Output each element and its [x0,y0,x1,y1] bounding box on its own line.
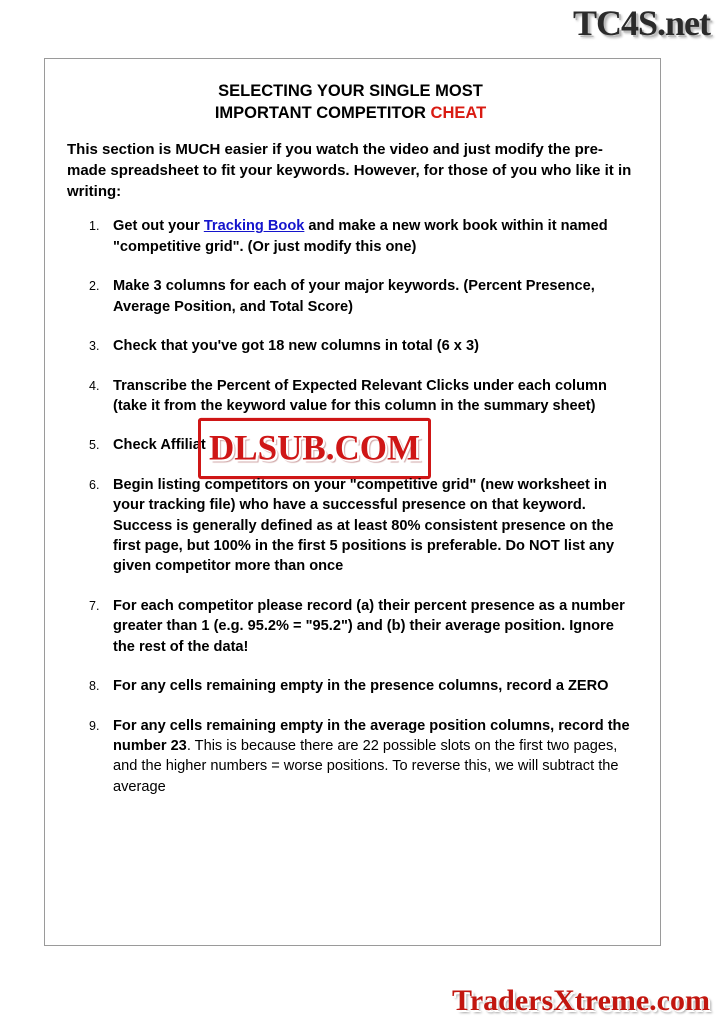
step-6-text: Begin listing competitors on your "competitive grid" (new worksheet in your tracking file) who have a successful presence on that keyword. Success is generally defined as at least 80% consistent presence on the first page, but 100% in the first 5 positions is preferable. Do NOT list any given competitor more than once [113,476,615,575]
step-9-normal: . This is because there are 22 possible slots on the first two pages, and the higher numbers = worse positions. To reverse this, we will subtract the average [113,738,619,795]
dlsub-stamp-watermark: DLSUB.COM [198,418,431,479]
tracking-book-link[interactable]: Tracking Book [203,218,305,235]
step-1-post: and make a new work book within it named "competitive grid". (Or just modify this one) [113,218,608,255]
title-highlight: CHEAT [430,103,487,122]
title-line-1: SELECTING YOUR SINGLE MOST [218,82,483,100]
step-2-text: Make 3 columns for each of your major keywords. (Percent Presence, Average Position, and Total Score) [113,278,595,315]
list-item [113,376,634,417]
step-7-text: For each competitor please record (a) their percent presence as a number greater than 1 (e.g. 95.2% = "95.2") and (b) their average position. Ignore the rest of the data! [113,597,625,655]
top-watermark: TC4S.net [572,3,710,43]
intro-paragraph: This section is MUCH easier if you watch the video and just modify the pre-made spreadsheet to fit your keywords. However, for those of you who like it in writing: [67,140,632,201]
step-5-text: Check Affiliat [113,437,206,454]
step-4-text: Transcribe the Percent of Expected Relevant Clicks under each column (take it from the keyword value for this column in the summary sheet) [113,377,607,414]
step-9-bold: For any cells remaining empty in the average position columns, record the number 23 [113,717,630,755]
list-item [113,475,634,577]
list-item [113,716,634,798]
list-item [113,216,634,257]
page-title [67,81,634,125]
step-3-text: Check that you've got 18 new columns in total (6 x 3) [113,338,479,355]
bottom-watermark: TradersXtreme.com [452,984,710,1017]
step-8-text: For any cells remaining empty in the presence columns, record a ZERO [113,678,609,695]
list-item [113,676,634,696]
list-item [113,276,634,317]
list-item [113,427,634,469]
document-page [44,58,661,946]
steps-list [67,216,634,797]
step-1-pre: Get out your [113,218,204,235]
list-item [113,336,634,356]
list-item [113,596,634,657]
title-line-2-prefix: IMPORTANT COMPETITOR [214,103,431,122]
